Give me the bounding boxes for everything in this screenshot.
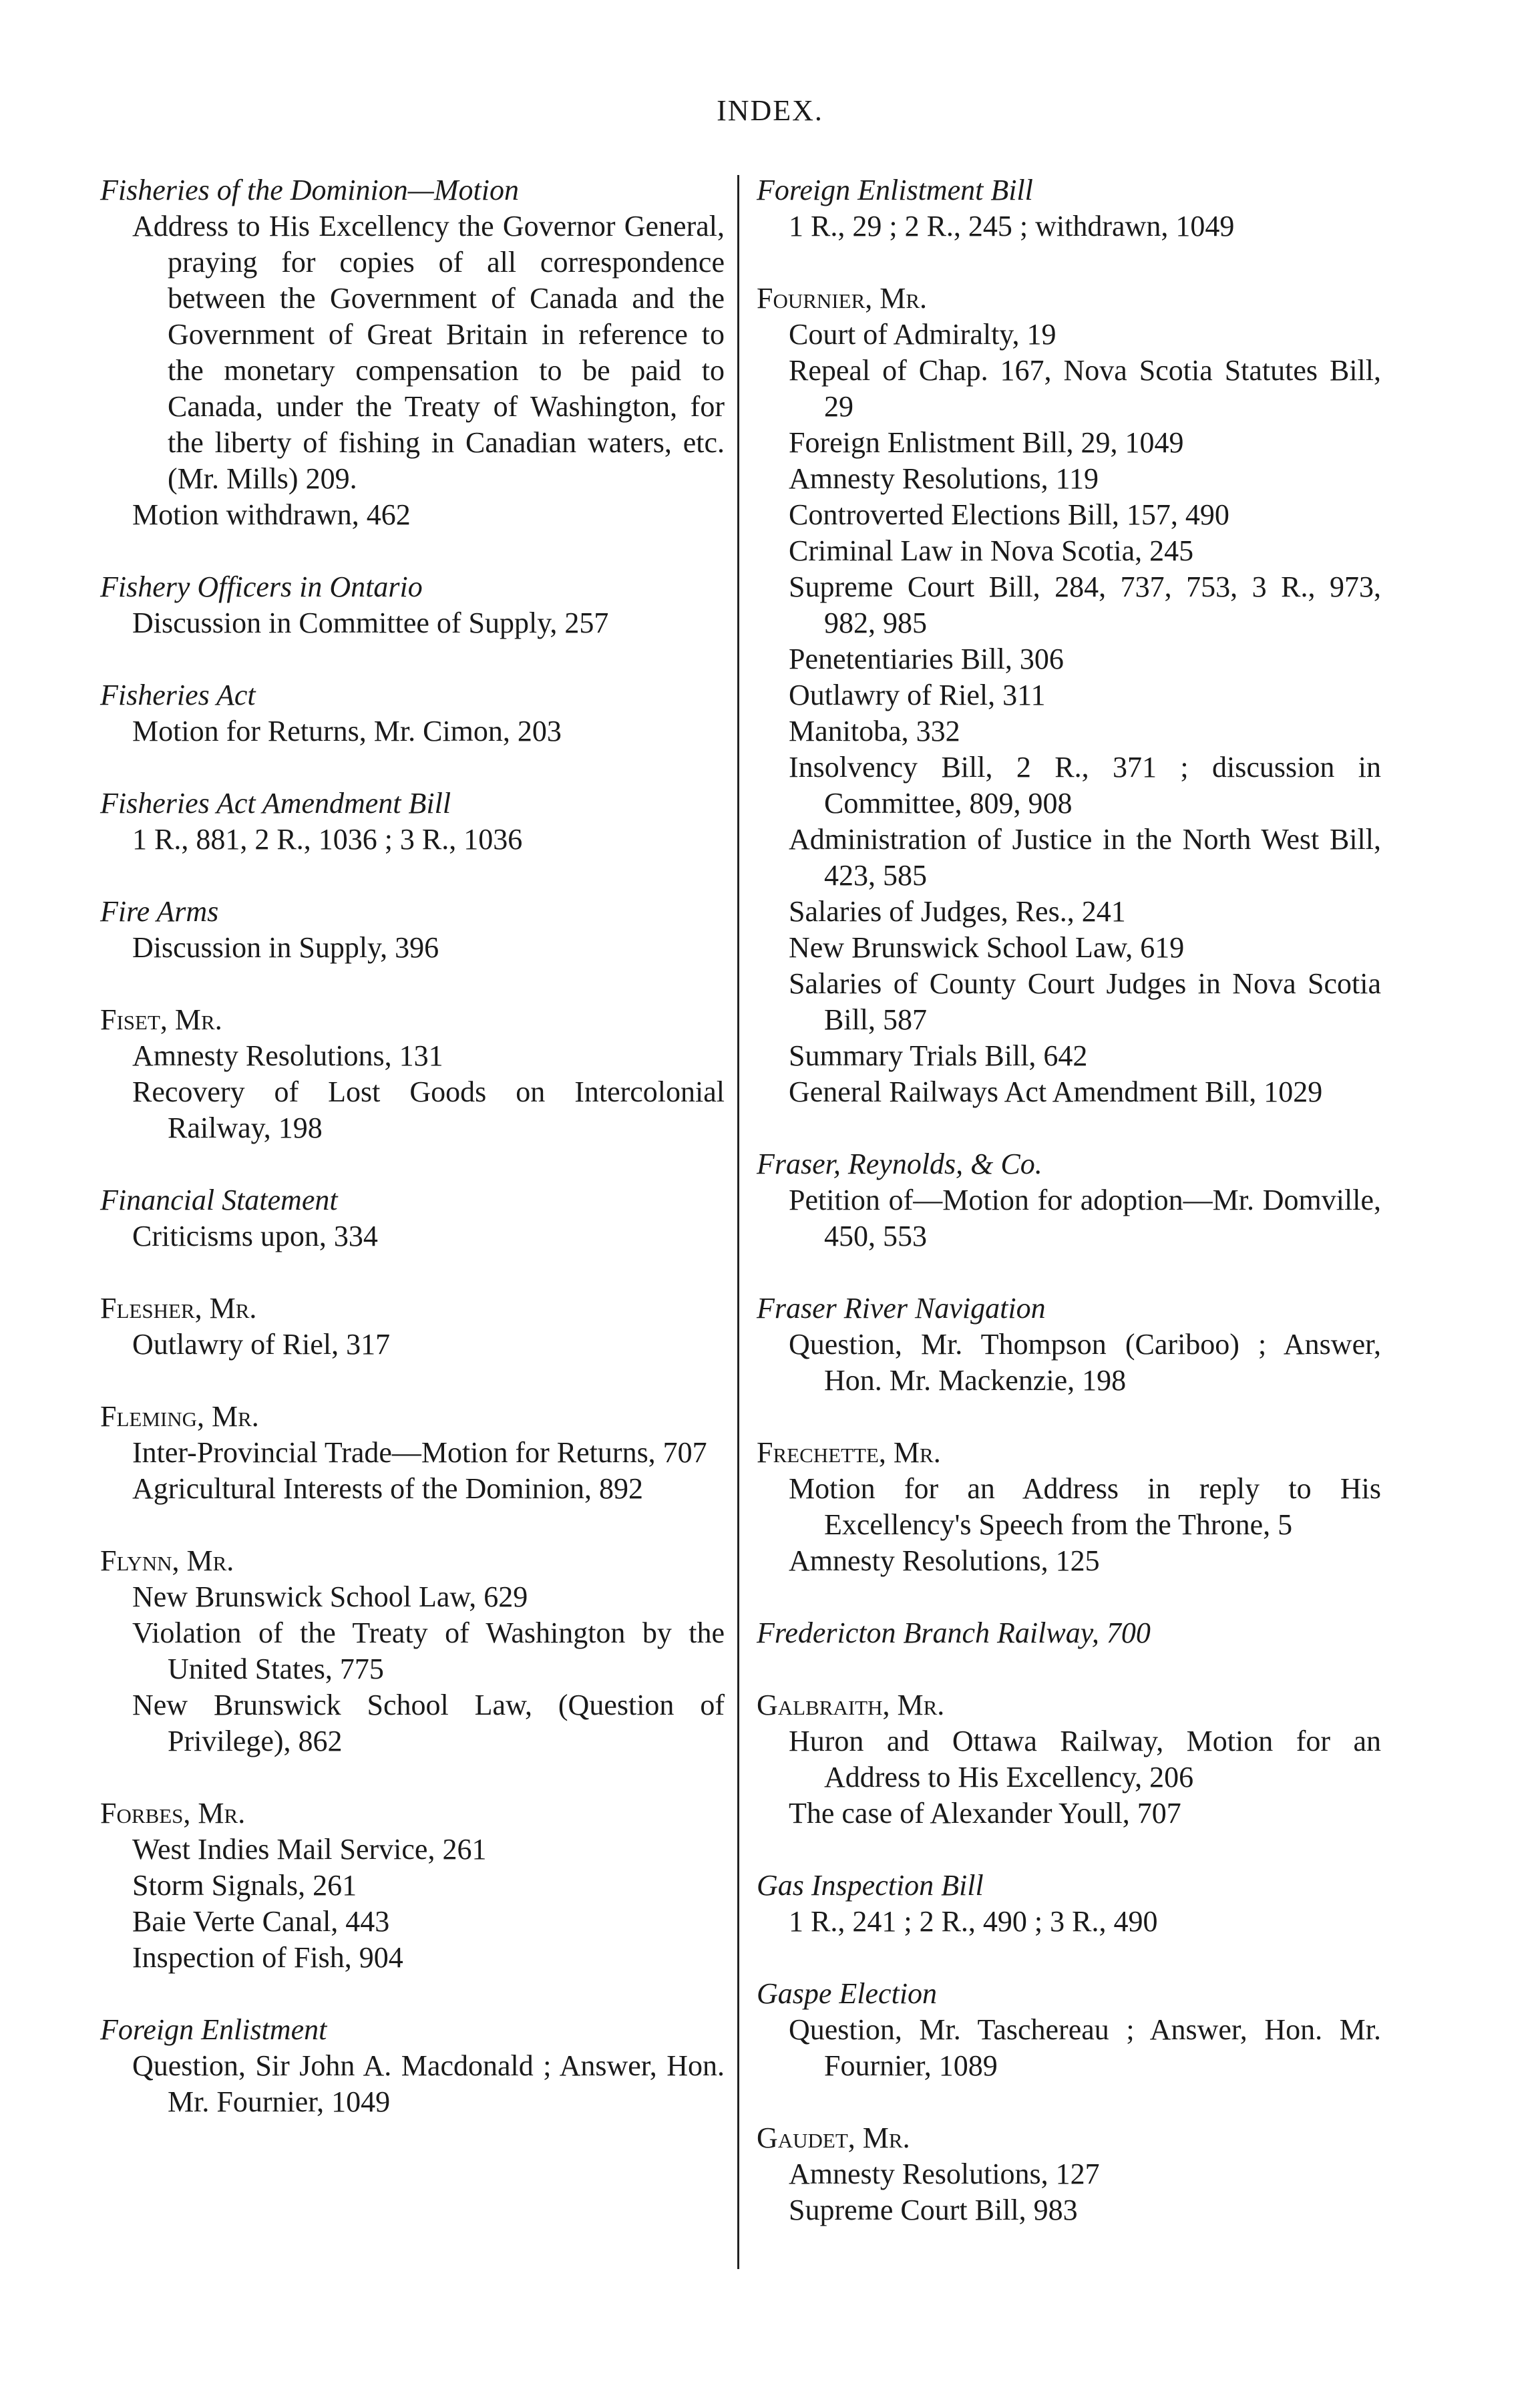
entry-heading: Foreign Enlistment: [100, 2013, 327, 2046]
entry-subitem: Baie Verte Canal, 443: [132, 1905, 390, 1938]
index-column-left: [100, 172, 725, 2156]
index-entry: [100, 1182, 725, 1254]
entry-subitem: West Indies Mail Service, 261: [132, 1833, 487, 1866]
entry-heading: Forbes, Mr.: [100, 1797, 246, 1830]
index-entry: [757, 2120, 1381, 2228]
index-entry: [100, 1795, 725, 1976]
index-entry: [100, 786, 725, 858]
entry-heading: Gas Inspection Bill: [757, 1869, 984, 1902]
index-entry: [757, 1435, 1381, 1579]
entry-heading: Flynn, Mr.: [100, 1544, 234, 1577]
index-entry: [100, 172, 725, 533]
entry-subitem: Address to His Excellency the Governor General, praying for copies of all correspondence between the Government of Canada and the Government of Great Britain in reference to the monetary compensation to be paid to Canada, under the Treaty of Washington, for the liberty of fishing in Canadian waters, etc. (Mr. Mills) 209.: [132, 210, 725, 495]
entry-subitem: 1 R., 881, 2 R., 1036 ; 3 R., 1036: [132, 823, 523, 856]
index-entry: [100, 569, 725, 641]
entry-heading: Flesher, Mr.: [100, 1292, 257, 1325]
entry-subitem: Salaries of County Court Judges in Nova Scotia Bill, 587: [789, 967, 1381, 1036]
entry-subitem: Recovery of Lost Goods on Intercolonial Railway, 198: [132, 1075, 725, 1144]
index-entry: [100, 894, 725, 966]
entry-subitem: Question, Mr. Taschereau ; Answer, Hon. Mr. Fournier, 1089: [789, 2013, 1381, 2082]
page-title: INDEX.: [717, 94, 823, 127]
entry-subitem: Motion for an Address in reply to His Excellency's Speech from the Throne, 5: [789, 1472, 1381, 1541]
index-entry: [757, 1687, 1381, 1832]
entry-subitem: Question, Mr. Thompson (Cariboo) ; Answer, Hon. Mr. Mackenzie, 198: [789, 1328, 1381, 1397]
index-entry: [100, 2012, 725, 2120]
entry-heading: Fredericton Branch Railway, 700: [757, 1616, 1151, 1649]
entry-heading: Foreign Enlistment Bill: [757, 174, 1033, 206]
entry-subitem: Supreme Court Bill, 284, 737, 753, 3 R., 973, 982, 985: [789, 570, 1381, 639]
entry-subitem: Foreign Enlistment Bill, 29, 1049: [789, 426, 1184, 459]
index-entry: [757, 1868, 1381, 1940]
entry-subitem: Repeal of Chap. 167, Nova Scotia Statutes Bill, 29: [789, 354, 1381, 423]
entry-subitem: Motion for Returns, Mr. Cimon, 203: [132, 715, 562, 747]
index-entry: [757, 172, 1381, 244]
entry-subitem: Court of Admiralty, 19: [789, 318, 1056, 351]
index-entry: [100, 1291, 725, 1363]
entry-heading: Gaudet, Mr.: [757, 2121, 910, 2154]
entry-subitem: Summary Trials Bill, 642: [789, 1039, 1088, 1072]
entry-subitem: Amnesty Resolutions, 125: [789, 1544, 1100, 1577]
entry-subitem: Controverted Elections Bill, 157, 490: [789, 498, 1229, 531]
entry-subitem: The case of Alexander Youll, 707: [789, 1797, 1181, 1830]
entry-subitem: Criminal Law in Nova Scotia, 245: [789, 534, 1194, 567]
index-entry: [757, 1146, 1381, 1254]
entry-subitem: Outlawry of Riel, 317: [132, 1328, 391, 1361]
entry-subitem: Huron and Ottawa Railway, Motion for an Address to His Excellency, 206: [789, 1725, 1381, 1793]
entry-subitem: Discussion in Committee of Supply, 257: [132, 607, 609, 639]
index-entry: [757, 1976, 1381, 2084]
index-entry: [100, 1543, 725, 1759]
entry-heading: Fiset, Mr.: [100, 1003, 222, 1036]
entry-subitem: Salaries of Judges, Res., 241: [789, 895, 1126, 928]
index-entry: [100, 1002, 725, 1146]
entry-subitem: Petition of—Motion for adoption—Mr. Domville, 450, 553: [789, 1184, 1381, 1252]
index-entry: [100, 1399, 725, 1507]
entry-heading: Fleming, Mr.: [100, 1400, 259, 1433]
entry-subitem: Supreme Court Bill, 983: [789, 2194, 1078, 2226]
entry-heading: Galbraith, Mr.: [757, 1689, 945, 1721]
index-entry: [100, 677, 725, 749]
entry-heading: Fisheries Act Amendment Bill: [100, 787, 451, 820]
entry-heading: Fraser, Reynolds, & Co.: [757, 1148, 1042, 1180]
index-entry: [757, 1291, 1381, 1399]
entry-heading: Fisheries Act: [100, 679, 256, 711]
entry-subitem: Insolvency Bill, 2 R., 371 ; discussion in Committee, 809, 908: [789, 751, 1381, 820]
entry-subitem: Storm Signals, 261: [132, 1869, 357, 1902]
entry-heading: Fishery Officers in Ontario: [100, 570, 423, 603]
index-entry: [757, 281, 1381, 1110]
index-column-right: [757, 172, 1381, 2264]
entry-subitem: Motion withdrawn, 462: [132, 498, 411, 531]
entry-subitem: Discussion in Supply, 396: [132, 931, 439, 964]
entry-heading: Fournier, Mr.: [757, 282, 928, 315]
entry-subitem: 1 R., 241 ; 2 R., 490 ; 3 R., 490: [789, 1905, 1158, 1938]
entry-subitem: Amnesty Resolutions, 127: [789, 2158, 1100, 2190]
entry-subitem: Criticisms upon, 334: [132, 1220, 378, 1252]
column-divider: [737, 175, 739, 2269]
entry-subitem: Administration of Justice in the North West Bill, 423, 585: [789, 823, 1381, 892]
entry-subitem: Inspection of Fish, 904: [132, 1941, 403, 1974]
entry-heading: Gaspe Election: [757, 1977, 938, 2010]
entry-heading: Fire Arms: [100, 895, 219, 928]
entry-subitem: Outlawry of Riel, 311: [789, 679, 1046, 711]
entry-subitem: New Brunswick School Law, (Question of Privilege), 862: [132, 1689, 725, 1757]
entry-subitem: Agricultural Interests of the Dominion, 892: [132, 1472, 643, 1505]
entry-heading: Fisheries of the Dominion—Motion: [100, 174, 519, 206]
entry-heading: Financial Statement: [100, 1184, 338, 1216]
entry-subitem: New Brunswick School Law, 619: [789, 931, 1185, 964]
entry-subitem: New Brunswick School Law, 629: [132, 1580, 528, 1613]
entry-subitem: Violation of the Treaty of Washington by the United States, 775: [132, 1616, 725, 1685]
entry-subitem: 1 R., 29 ; 2 R., 245 ; withdrawn, 1049: [789, 210, 1235, 242]
entry-subitem: Manitoba, 332: [789, 715, 960, 747]
entry-subitem: Penetentiaries Bill, 306: [789, 643, 1064, 675]
entry-heading: Frechette, Mr.: [757, 1436, 941, 1469]
index-entry: [757, 1615, 1381, 1651]
entry-subitem: Inter-Provincial Trade—Motion for Returns, 707: [132, 1436, 707, 1469]
entry-subitem: Amnesty Resolutions, 119: [789, 462, 1099, 495]
entry-subitem: Amnesty Resolutions, 131: [132, 1039, 443, 1072]
entry-heading: Fraser River Navigation: [757, 1292, 1046, 1325]
entry-subitem: General Railways Act Amendment Bill, 1029: [789, 1075, 1323, 1108]
entry-subitem: Question, Sir John A. Macdonald ; Answer, Hon. Mr. Fournier, 1049: [132, 2049, 725, 2118]
